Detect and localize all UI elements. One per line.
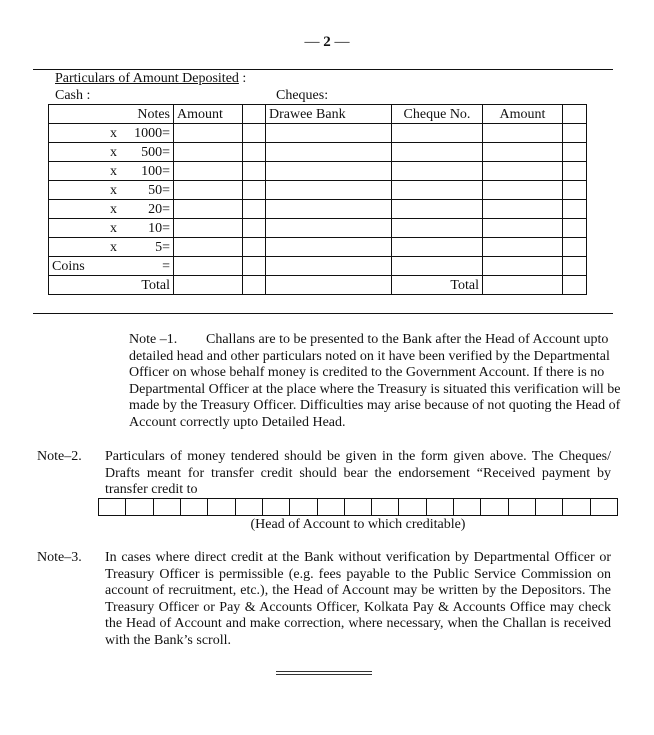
cash-paise-field[interactable]: [243, 143, 266, 162]
cash-amount-field[interactable]: [174, 200, 243, 219]
head-of-account-box[interactable]: [208, 499, 235, 515]
cheque-paise-field[interactable]: [563, 181, 587, 200]
denomination-cell: [49, 200, 174, 219]
coins-label: Coins: [52, 259, 85, 274]
cheque-amount-field[interactable]: [483, 162, 563, 181]
table-header-row: [49, 105, 587, 124]
total-blank-cell: [266, 276, 392, 295]
cash-paise-field[interactable]: [243, 162, 266, 181]
cheque-paise-field[interactable]: [563, 124, 587, 143]
cheque-paise-field[interactable]: [563, 219, 587, 238]
deposit-title-colon: :: [238, 71, 247, 86]
coins-paise-field[interactable]: [243, 257, 266, 276]
table-row: [49, 181, 587, 200]
denomination-cell: [49, 238, 174, 257]
cheque-amount-field[interactable]: [483, 124, 563, 143]
denomination-cell: [49, 181, 174, 200]
head-of-account-box[interactable]: [454, 499, 481, 515]
cash-amount-field[interactable]: [174, 124, 243, 143]
cheque-no-field[interactable]: [392, 124, 483, 143]
coins-amount-field[interactable]: [174, 257, 243, 276]
cash-amount-field[interactable]: [174, 181, 243, 200]
table-row: [49, 238, 587, 257]
head-of-account-box[interactable]: [126, 499, 153, 515]
denomination-cell: [49, 219, 174, 238]
coins-row: [49, 257, 587, 276]
cheque-amount-field[interactable]: [483, 257, 563, 276]
total-row: [49, 276, 587, 295]
head-of-account-box[interactable]: [536, 499, 563, 515]
drawee-bank-field[interactable]: [266, 200, 392, 219]
cheque-no-field[interactable]: [392, 181, 483, 200]
multiply-sign: x: [110, 164, 117, 179]
cheque-amount-field[interactable]: [483, 238, 563, 257]
cash-amount-field[interactable]: [174, 219, 243, 238]
header-cheque-blank: [563, 105, 587, 124]
multiply-sign: x: [110, 126, 117, 141]
head-of-account-box[interactable]: [591, 499, 618, 515]
deposit-section-title: [55, 70, 246, 87]
head-of-account-box[interactable]: [290, 499, 317, 515]
note-1-text: Challans are to be presented to the Bank after the Head of Account upto detailed head and other particulars noted on it have been verified by the Departmental Officer on whose behalf money is credited to the Government Account. If there is no Departmental Officer at the place where the Treasury is situated this verification will be made by the Treasury Officer. Difficulties may arise because of not quoting the Head of Account correctly upto Detailed Head.: [129, 332, 621, 430]
drawee-bank-field[interactable]: [266, 143, 392, 162]
head-of-account-boxes: [98, 498, 618, 516]
cheque-amount-field[interactable]: [483, 181, 563, 200]
multiply-sign: x: [110, 202, 117, 217]
cash-label: Cash :: [55, 88, 91, 103]
cheque-paise-field[interactable]: [563, 257, 587, 276]
cheque-amount-field[interactable]: [483, 143, 563, 162]
cheque-no-field[interactable]: [392, 219, 483, 238]
denomination-value: 100=: [141, 164, 170, 179]
head-of-account-box[interactable]: [427, 499, 454, 515]
header-cash-amount: Amount: [174, 105, 243, 124]
cheque-total-paise-field[interactable]: [563, 276, 587, 295]
head-of-account-box[interactable]: [236, 499, 263, 515]
cash-amount-field[interactable]: [174, 238, 243, 257]
header-cheque-no: Cheque No.: [392, 105, 483, 124]
head-of-account-box[interactable]: [563, 499, 590, 515]
denomination-value: 50=: [148, 183, 170, 198]
note-3-text: In cases where direct credit at the Bank without verification by Departmental Officer or Treasury Officer is permissible (e.g. fees payable to the Public Service Commission on account of recruitment, etc.), the Head of Account may be written by the Depositors. The Treasury Officer or Pay & Accounts Officer, Kolkata Pay & Accounts Office may check the Head of Account and make correction, where necessary, when the Challan is received with the Bank’s scroll.: [105, 550, 611, 648]
cheque-paise-field[interactable]: [563, 162, 587, 181]
cheque-amount-field[interactable]: [483, 200, 563, 219]
header-notes: Notes: [49, 105, 174, 124]
cheques-label: Cheques:: [276, 88, 329, 103]
cash-paise-field[interactable]: [243, 124, 266, 143]
cash-total-paise-field[interactable]: [243, 276, 266, 295]
page-number-prefix: —: [304, 34, 320, 50]
multiply-sign: x: [110, 145, 117, 160]
head-of-account-box[interactable]: [318, 499, 345, 515]
head-of-account-box[interactable]: [154, 499, 181, 515]
cash-paise-field[interactable]: [243, 238, 266, 257]
head-of-account-box[interactable]: [263, 499, 290, 515]
cash-amount-field[interactable]: [174, 162, 243, 181]
drawee-bank-field[interactable]: [266, 162, 392, 181]
page-number-value: 2: [323, 34, 331, 50]
multiply-sign: x: [110, 240, 117, 255]
header-cash-blank: [243, 105, 266, 124]
denomination-value: 20=: [148, 202, 170, 217]
cash-total-label: Total: [49, 276, 174, 295]
cheque-no-field[interactable]: [392, 257, 483, 276]
cheque-no-field[interactable]: [392, 200, 483, 219]
denomination-cell: [49, 143, 174, 162]
denomination-value: 5=: [155, 240, 170, 255]
drawee-bank-field[interactable]: [266, 238, 392, 257]
cash-paise-field[interactable]: [243, 181, 266, 200]
coins-equals: =: [162, 259, 170, 274]
cheque-total-field[interactable]: [483, 276, 563, 295]
note-1-label: Note –1.: [129, 332, 178, 347]
page-number: [0, 33, 654, 51]
cheque-paise-field[interactable]: [563, 143, 587, 162]
table-row: [49, 143, 587, 162]
drawee-bank-field[interactable]: [266, 219, 392, 238]
cheque-no-field[interactable]: [392, 162, 483, 181]
head-of-account-box[interactable]: [345, 499, 372, 515]
cash-paise-field[interactable]: [243, 219, 266, 238]
cash-total-field[interactable]: [174, 276, 243, 295]
denomination-value: 10=: [148, 221, 170, 236]
note-2-label: Note–2.: [37, 449, 82, 464]
head-of-account-box[interactable]: [99, 499, 126, 515]
table-row: [49, 124, 587, 143]
page-number-suffix: —: [334, 34, 350, 50]
cheque-paise-field[interactable]: [563, 238, 587, 257]
cheque-no-field[interactable]: [392, 238, 483, 257]
drawee-bank-field[interactable]: [266, 257, 392, 276]
deposit-table: [48, 104, 587, 295]
drawee-bank-field[interactable]: [266, 124, 392, 143]
denomination-value: 1000=: [134, 126, 170, 141]
head-of-account-box[interactable]: [372, 499, 399, 515]
table-row: [49, 219, 587, 238]
head-of-account-box[interactable]: [181, 499, 208, 515]
table-row: [49, 200, 587, 219]
table-row: [49, 162, 587, 181]
head-of-account-box[interactable]: [481, 499, 508, 515]
multiply-sign: x: [110, 221, 117, 236]
note-3-label: Note–3.: [37, 550, 82, 565]
cheque-amount-field[interactable]: [483, 219, 563, 238]
denomination-value: 500=: [141, 145, 170, 160]
bottom-divider: [33, 313, 613, 314]
header-drawee-bank: Drawee Bank: [266, 105, 392, 124]
cheque-paise-field[interactable]: [563, 200, 587, 219]
drawee-bank-field[interactable]: [266, 181, 392, 200]
end-double-rule: [276, 671, 372, 675]
denomination-cell: [49, 162, 174, 181]
cash-paise-field[interactable]: [243, 200, 266, 219]
note-1: [129, 332, 624, 431]
denomination-cell: [49, 124, 174, 143]
cash-amount-field[interactable]: [174, 143, 243, 162]
head-of-account-caption: (Head of Account to which creditable): [250, 517, 466, 532]
cheque-no-field[interactable]: [392, 143, 483, 162]
cheque-total-label: Total: [392, 276, 483, 295]
note-2-text: Particulars of money tendered should be given in the form given above. The Cheques/ Drafts meant for transfer credit should bear the endorsement “Received payment by transfer credit to: [105, 449, 611, 497]
multiply-sign: x: [110, 183, 117, 198]
deposit-title-text: Particulars of Amount Deposited: [55, 71, 239, 86]
head-of-account-box[interactable]: [509, 499, 536, 515]
header-cheque-amount: Amount: [483, 105, 563, 124]
coins-cell: [49, 257, 174, 276]
head-of-account-box[interactable]: [399, 499, 426, 515]
